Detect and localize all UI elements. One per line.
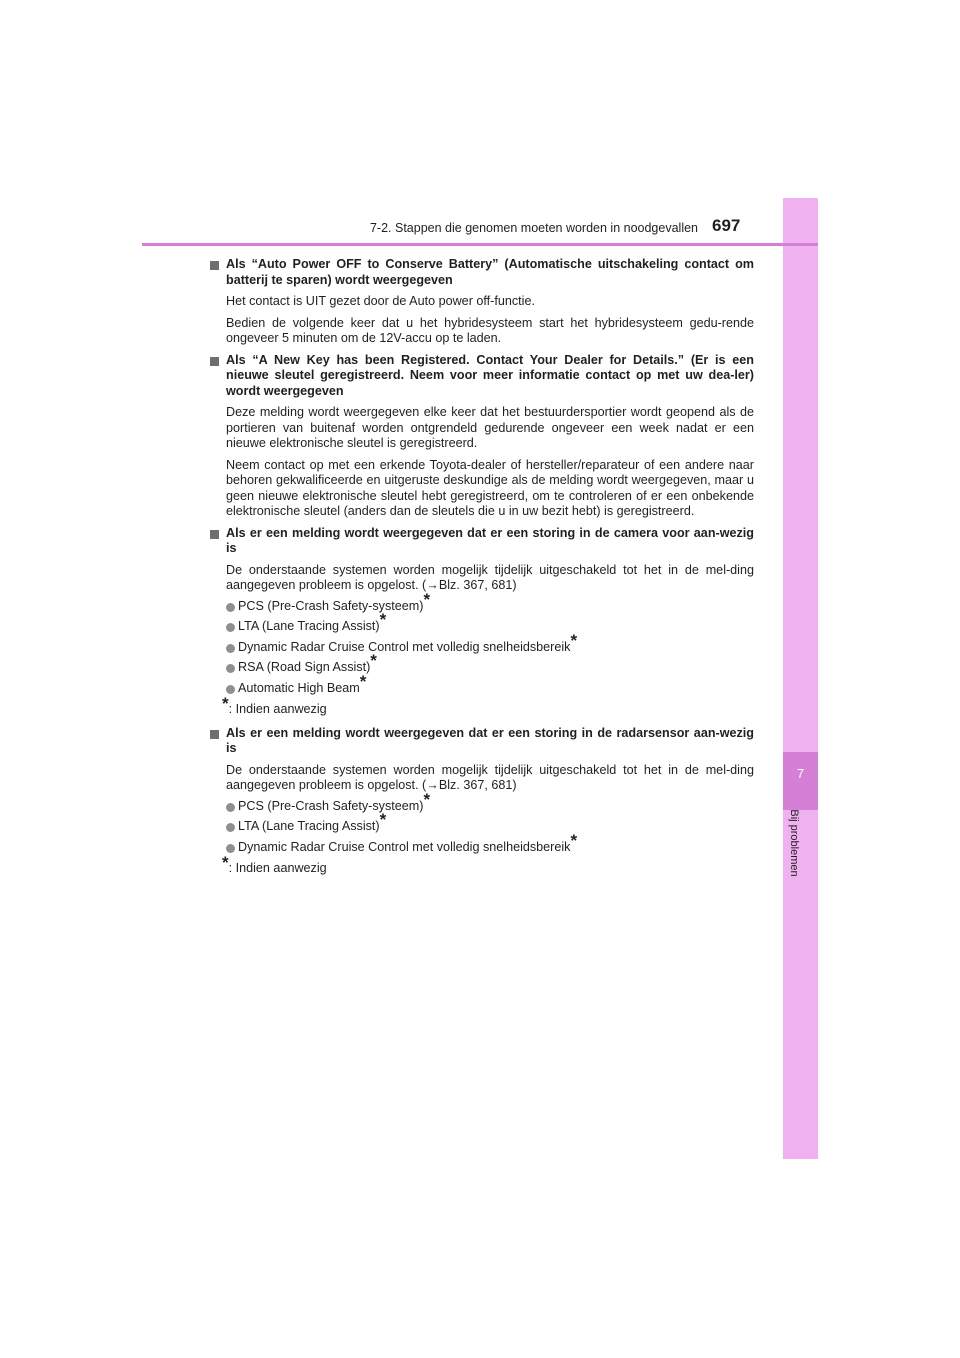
list-item xyxy=(210,630,754,656)
list-item-text: PCS (Pre-Crash Safety-systeem) xyxy=(238,598,424,613)
footnote-asterisk: * xyxy=(370,651,377,670)
list-item xyxy=(210,589,754,615)
footnote-text: : Indien aanwezig xyxy=(228,702,327,716)
list-item-text: Automatic High Beam xyxy=(238,680,360,695)
round-bullet-icon xyxy=(226,603,235,612)
header-divider xyxy=(142,243,818,246)
footnote-asterisk: * xyxy=(570,630,578,650)
paragraph: Bedien de volgende keer dat u het hybridesysteem start het hybridesysteem gedu-rende ongeveer 5 minuten om de 12V-accu op te laden. xyxy=(226,315,754,345)
section-header-title: 7-2. Stappen die genomen moeten worden in noodgevallen xyxy=(369,221,698,235)
footnote xyxy=(210,853,754,877)
round-bullet-icon xyxy=(226,844,235,853)
square-bullet-icon xyxy=(210,530,219,539)
round-bullet-icon xyxy=(226,685,235,694)
round-bullet-icon xyxy=(226,623,235,632)
footnote-asterisk: * xyxy=(423,589,431,609)
footnote-asterisk: * xyxy=(359,671,367,691)
paragraph: Neem contact op met een erkende Toyota-dealer of hersteller/reparateur of een andere naar behoren gekwalificeerde en uitgeruste deskundige als de melding wordt weergegeven, maar u geen nieuwe elektronische sleutel hebt geregistreerd, om te controleren of er een onbekende elektronische sleutel (anders dan de sleutels die u in uw bezit hebt) is geregistreerd. xyxy=(226,457,754,518)
chapter-number: 7 xyxy=(796,766,805,781)
footnote-asterisk: * xyxy=(379,810,387,829)
footnote-asterisk: * xyxy=(423,789,431,809)
paragraph: Het contact is UIT gezet door de Auto power off-functie. xyxy=(226,294,535,308)
list-item-text: LTA (Lane Tracing Assist) xyxy=(238,819,380,833)
section-heading-text: Als “Auto Power OFF to Conserve Battery” (Automatische uitschakeling contact om batterij te sparen) wordt weergegeven xyxy=(226,257,754,287)
square-bullet-icon xyxy=(210,261,219,270)
list-item xyxy=(210,651,754,676)
paragraph: De onderstaande systemen worden mogelijk tijdelijk uitgeschakeld tot het in de mel-ding aangegeven probleem is opgelost. (→Blz. 367, 681) xyxy=(226,562,754,592)
list-item xyxy=(210,671,754,697)
footnote-asterisk: * xyxy=(379,610,387,629)
footnote-text: : Indien aanwezig xyxy=(228,861,327,875)
round-bullet-icon xyxy=(226,823,235,832)
paragraph: Deze melding wordt weergegeven elke keer dat het bestuurdersportier wordt geopend als de portieren van buitenaf worden ontgrendeld gedurende ongeveer een week nadat er een nieuwe elektronische sleutel is geregistreerd. xyxy=(226,405,754,450)
chapter-side-tab xyxy=(783,198,818,1159)
list-item xyxy=(210,830,754,856)
list-item xyxy=(210,610,754,635)
list-item-text: PCS (Pre-Crash Safety-systeem) xyxy=(238,798,424,813)
list-item-text: Dynamic Radar Cruise Control met volledig snelheidsbereik xyxy=(238,839,571,854)
page-content xyxy=(210,257,754,877)
round-bullet-icon xyxy=(226,803,235,812)
section-heading xyxy=(210,353,754,400)
list-item-text: Dynamic Radar Cruise Control met volledig snelheidsbereik xyxy=(238,639,571,654)
list-item xyxy=(210,789,754,815)
footnote-asterisk: * xyxy=(222,853,229,872)
page-number: 697 xyxy=(712,216,741,235)
footnote-asterisk: * xyxy=(222,694,229,713)
chapter-number-tab xyxy=(783,752,818,810)
section-heading-text: Als “A New Key has been Registered. Contact Your Dealer for Details.” (Er is een nieuwe sleutel geregistreerd. Neem voor meer informatie contact op met uw dea-ler) wordt weergegeven xyxy=(226,352,754,398)
section-heading xyxy=(210,526,754,557)
footnote xyxy=(210,694,754,718)
square-bullet-icon xyxy=(210,730,219,739)
list-item-text: LTA (Lane Tracing Assist) xyxy=(238,619,380,633)
list-item-text: RSA (Road Sign Assist) xyxy=(238,660,371,674)
list-item xyxy=(210,810,754,835)
square-bullet-icon xyxy=(210,357,219,366)
footnote-asterisk: * xyxy=(570,830,578,850)
section-heading xyxy=(210,726,754,757)
section-heading-text: Als er een melding wordt weergegeven dat er een storing in de radarsensor aan-wezig is xyxy=(226,725,754,755)
chapter-name: Bij problemen xyxy=(788,809,800,877)
round-bullet-icon xyxy=(226,644,235,653)
round-bullet-icon xyxy=(226,664,235,673)
paragraph: De onderstaande systemen worden mogelijk tijdelijk uitgeschakeld tot het in de mel-ding aangegeven probleem is opgelost. (→Blz. 367, 681) xyxy=(226,762,754,792)
section-heading xyxy=(210,257,754,288)
section-heading-text: Als er een melding wordt weergegeven dat er een storing in de camera voor aan-wezig is xyxy=(226,525,754,555)
